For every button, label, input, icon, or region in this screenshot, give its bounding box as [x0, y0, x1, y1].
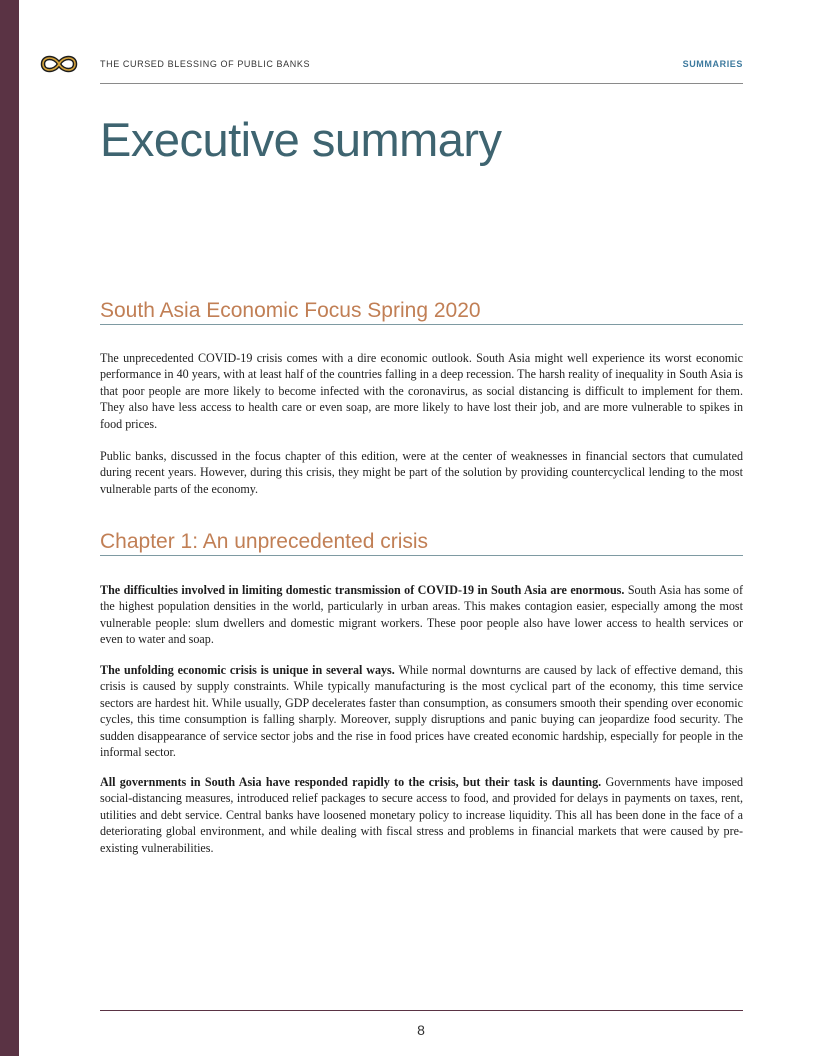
side-color-bar [0, 0, 19, 1056]
paragraph [100, 350, 743, 432]
paragraph [100, 582, 743, 648]
section-heading: Chapter 1: An unprecedented crisis [100, 529, 743, 556]
header-divider [100, 83, 743, 84]
paragraph [100, 774, 743, 856]
page-title: Executive summary [100, 113, 502, 166]
footer-divider [100, 1010, 743, 1011]
paragraph-text: Governments have imposed social-distancing measures, introduced relief packages to secure access to food, and provided for delays in payments on taxes, rent, utilities and debt service. Central banks have loosened monetary policy to increase liquidity. This all has been done in the face of a deteriorating global environment, and while dealing with fiscal stress and problems in financial markets that were caused by pre-existing vulnerabilities. [100, 775, 743, 855]
infinity-logo-icon [39, 53, 79, 75]
paragraph-text: The unprecedented COVID-19 crisis comes with a dire economic outlook. South Asia might well experience its worst economic performance in 40 years, with at least half of the countries falling in a deep recession. The harsh reality of inequality in South Asia is that poor people are more likely to become infected with the coronavirus, as social distancing is difficult to implement for them. They also have less access to health care or even soap, are more likely to have lost their job, and are more vulnerable to spikes in food prices. [100, 351, 743, 431]
paragraph-lead: All governments in South Asia have responded rapidly to the crisis, but their task is daunting. [100, 775, 602, 789]
paragraph-text: Public banks, discussed in the focus chapter of this edition, were at the center of weaknesses in financial sectors that cumulated during recent years. However, during this crisis, they might be part of the solution by providing countercyclical lending to the most vulnerable parts of the economy. [100, 449, 743, 496]
paragraph-text: South Asia has some of the highest population densities in the world, particularly in urban areas. This makes contagion easier, especially among the most vulnerable people: slum dwellers and domestic migrant workers. These poor people also have lower access to health services or even to water and soap. [100, 583, 743, 647]
paragraph [100, 448, 743, 497]
paragraph [100, 662, 743, 760]
section-heading: South Asia Economic Focus Spring 2020 [100, 298, 743, 325]
running-header-title: THE CURSED BLESSING OF PUBLIC BANKS [100, 59, 311, 69]
paragraph-lead: The difficulties involved in limiting domestic transmission of COVID-19 in South Asia are enormous. [100, 583, 625, 597]
paragraph-text: While normal downturns are caused by lack of effective demand, this crisis is caused by supply constraints. While typically manufacturing is the most cyclical part of the economy, this time service sectors are hardest hit. While usually, GDP decelerates faster than consumption, as consumers smooth their spending over economic cycles, this time consumption is falling sharply. Moreover, supply disruptions and panic buying can jeopardize food security. The sudden disappearance of service sector jobs and the rise in food prices have created economic hardship, especially for people in the informal sector. [100, 663, 743, 760]
page-number: 8 [417, 1022, 425, 1038]
paragraph-lead: The unfolding economic crisis is unique in several ways. [100, 663, 395, 677]
running-header-section: SUMMARIES [682, 59, 743, 69]
